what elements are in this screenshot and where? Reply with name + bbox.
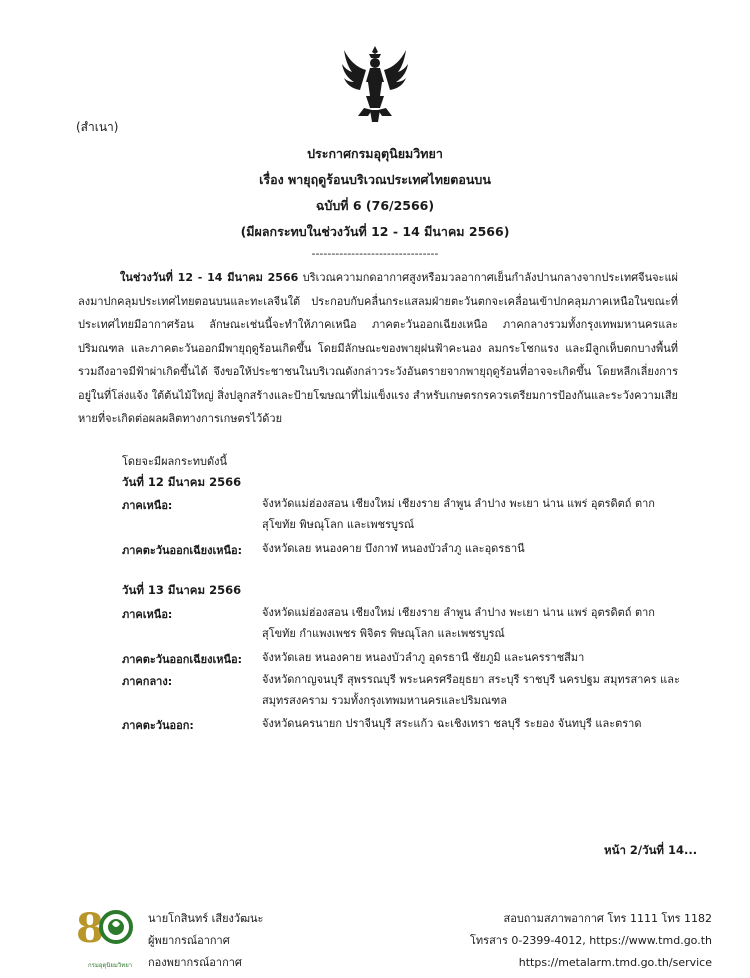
affected-intro: โดยจะมีผลกระทบดังนี้ bbox=[122, 455, 228, 468]
announcement-title: ประกาศกรมอุตุนิยมวิทยา bbox=[307, 146, 443, 161]
announcement-issue: ฉบับที่ 6 (76/2566) bbox=[315, 198, 435, 213]
body-text: บริเวณความกดอากาศสูงหรือมวลอากาศเย็นกำลังปานกลางจากประเทศจีนจะแผ่ลงมาปกคลุมประเทศไทยตอนบนและทะเลจีนใต้ ประกอบกับคลื่นกระแสลมฝ่ายตะวันตกจะเคลื่อนเข้าปกคลุมภาคเหนือในขณะที่ประเทศไทยมีอากาศร้อน ลักษณะเช่นนี้จะทำให้ภาคเหนือ ภาคตะวันออกเฉียงเหนือ ภาคกลางรวมทั้งกรุงเทพมหานครและปริมณฑล และภาคตะวันออกมีพายุฤดูร้อนเกิดขึ้น โดยมีลักษณะของพายุฝนฟ้าคะนอง ลมกระโชกแรง และมีลูกเห็บตกบางพื้นที่ รวมถึงอาจมีฟ้าผ่าเกิดขึ้นได้ จึงขอให้ประชาชนในบริเวณดังกล่าวระวังอันตรายจากพายุฤดูร้อนที่อาจจะเกิดขึ้น โดยหลีกเลี่ยงการอยู่ในที่โล่งแจ้ง ใต้ต้นไม้ใหญ่ สิ่งปลูกสร้างและป้ายโฆษณาที่ไม่แข็งแรง สำหรับเกษตรกรควรเตรียมการป้องกันและระวังความเสียหายที่จะเกิดต่อผลผลิตทางการเกษตรไว้ด้วย bbox=[78, 271, 678, 425]
contact-block bbox=[470, 908, 712, 974]
day1-north-provinces: จังหวัดแม่ฮ่องสอน เชียงใหม่ เชียงราย ลำพูน ลำปาง พะเยา น่าน แพร่ อุตรดิตถ์ ตาก สุโขทัย พิษณุโลก และเพชรบูรณ์ bbox=[262, 497, 655, 531]
day1-northeast-label: ภาคตะวันออกเฉียงเหนือ: bbox=[122, 544, 243, 557]
contact-phone: สอบถามสภาพอากาศ โทร 1111 โทร 1182 bbox=[503, 912, 712, 925]
day2-central-label: ภาคกลาง: bbox=[122, 675, 173, 688]
copy-mark: (สำเนา) bbox=[76, 120, 119, 134]
contact-fax-website[interactable]: โทรสาร 0-2399-4012, https://www.tmd.go.th bbox=[470, 934, 712, 947]
day2-north-provinces: จังหวัดแม่ฮ่องสอน เชียงใหม่ เชียงราย ลำพูน ลำปาง พะเยา น่าน แพร่ อุตรดิตถ์ ตาก สุโขทัย กำแพงเพชร พิจิตร พิษณุโลก และเพชรบูรณ์ bbox=[262, 606, 655, 640]
day2-northeast-provinces: จังหวัดเลย หนองคาย หนองบัวลำภู อุดรธานี ชัยภูมิ และนครราชสีมา bbox=[262, 651, 585, 664]
day2-northeast-label: ภาคตะวันออกเฉียงเหนือ: bbox=[122, 653, 243, 666]
garuda-emblem-icon bbox=[340, 44, 410, 126]
announcement-subject: เรื่อง พายุฤดูร้อนบริเวณประเทศไทยตอนบน bbox=[259, 172, 491, 187]
svg-text:8: 8 bbox=[76, 905, 104, 952]
signer-division: กองพยากรณ์อากาศ bbox=[148, 956, 242, 969]
body-paragraph bbox=[78, 266, 678, 431]
day1-date: วันที่ 12 มีนาคม 2566 bbox=[122, 475, 242, 489]
day2-east-provinces: จังหวัดนครนายก ปราจีนบุรี สระแก้ว ฉะเชิงเทรา ชลบุรี ระยอง จันทบุรี และตราด bbox=[262, 717, 642, 730]
separator-line: -------------------------------- bbox=[311, 247, 439, 260]
day1-northeast-provinces: จังหวัดเลย หนองคาย บึงกาฬ หนองบัวลำภู และอุดรธานี bbox=[262, 542, 525, 555]
announcement-effective-period: (มีผลกระทบในช่วงวันที่ 12 - 14 มีนาคม 2566) bbox=[240, 224, 510, 239]
day2-north-label: ภาคเหนือ: bbox=[122, 608, 173, 621]
signer-role: ผู้พยากรณ์อากาศ bbox=[148, 934, 230, 947]
body-lead: ในช่วงวันที่ 12 - 14 มีนาคม 2566 bbox=[120, 271, 299, 284]
signer-block bbox=[148, 908, 263, 974]
signer-name: นายโกสินทร์ เสียงวัฒนะ bbox=[148, 912, 264, 925]
day1-north-label: ภาคเหนือ: bbox=[122, 499, 173, 512]
logo-caption: กรมอุตุนิยมวิทยา bbox=[88, 962, 133, 969]
day2-east-label: ภาคตะวันออก: bbox=[122, 719, 194, 732]
day2-central-provinces: จังหวัดกาญจนบุรี สุพรรณบุรี พระนครศรีอยุธยา สระบุรี ราชบุรี นครปฐม สมุทรสาคร และสมุทรสงคราม รวมทั้งกรุงเทพมหานครและปริมณฑล bbox=[262, 673, 680, 707]
next-page-marker: หน้า 2/วันที่ 14... bbox=[604, 843, 698, 857]
day2-date: วันที่ 13 มีนาคม 2566 bbox=[122, 583, 242, 597]
contact-service-link[interactable]: https://metalarm.tmd.go.th/service bbox=[518, 956, 712, 969]
